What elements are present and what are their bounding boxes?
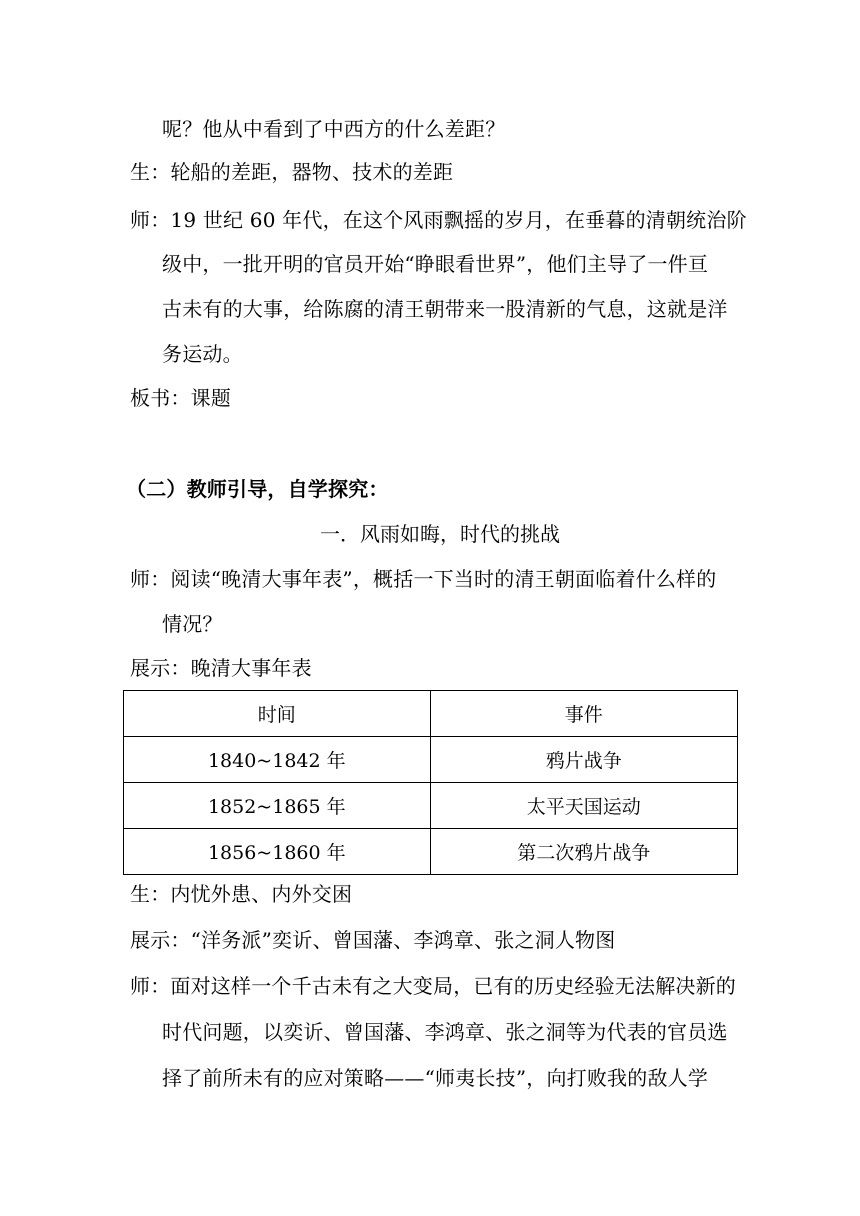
- table-row: [124, 829, 738, 875]
- paragraph-line: 时代问题，以奕䜣、曾国藩、李鸿章、张之洞等为代表的官员选: [162, 1020, 728, 1044]
- table-cell-time: 1840~1842 年: [124, 737, 431, 783]
- table-row: [124, 737, 738, 783]
- paragraph-line: 级中，一批开明的官员开始“睁眼看世界”，他们主导了一件亘: [162, 252, 709, 276]
- timeline-table: [123, 690, 738, 875]
- table-cell-event: 太平天国运动: [430, 783, 737, 829]
- paragraph-line: 择了前所未有的应对策略——“师夷长技”，向打败我的敌人学: [162, 1066, 709, 1090]
- teacher-line: 师：阅读“晚清大事年表”，概括一下当时的清王朝面临着什么样的: [130, 567, 717, 591]
- table-cell-event: 第二次鸦片战争: [430, 829, 737, 875]
- teacher-line: 师：面对这样一个千古未有之大变局，已有的历史经验无法解决新的: [130, 974, 736, 998]
- student-answer-line: 生：内忧外患、内外交困: [130, 882, 353, 906]
- table-header-row: [124, 691, 738, 737]
- table-header-cell: 事件: [430, 691, 737, 737]
- display-line: 展示：“洋务派”奕䜣、曾国藩、李鸿章、张之洞人物图: [130, 928, 616, 952]
- board-writing-line: 板书：课题: [130, 386, 231, 410]
- section-heading: （二）教师引导，自学探究：: [126, 477, 389, 501]
- table-cell-time: 1852~1865 年: [124, 783, 431, 829]
- paragraph-line: 古未有的大事，给陈腐的清王朝带来一股清新的气息，这就是洋: [162, 297, 728, 321]
- paragraph-line: 务运动。: [162, 342, 243, 366]
- table-cell-time: 1856~1860 年: [124, 829, 431, 875]
- table-header-cell: 时间: [124, 691, 431, 737]
- display-line: 展示：晚清大事年表: [130, 656, 312, 680]
- teacher-line: 师：19 世纪 60 年代，在这个风雨飘摇的岁月，在垂暮的清朝统治阶: [130, 208, 747, 232]
- table-cell-event: 鸦片战争: [430, 737, 737, 783]
- subheading: 一．风雨如晦，时代的挑战: [320, 522, 560, 546]
- paragraph-line: 呢？他从中看到了中西方的什么差距？: [162, 117, 506, 141]
- table-row: [124, 783, 738, 829]
- paragraph-line: 情况？: [162, 612, 223, 636]
- student-answer-line: 生：轮船的差距，器物、技术的差距: [130, 160, 454, 184]
